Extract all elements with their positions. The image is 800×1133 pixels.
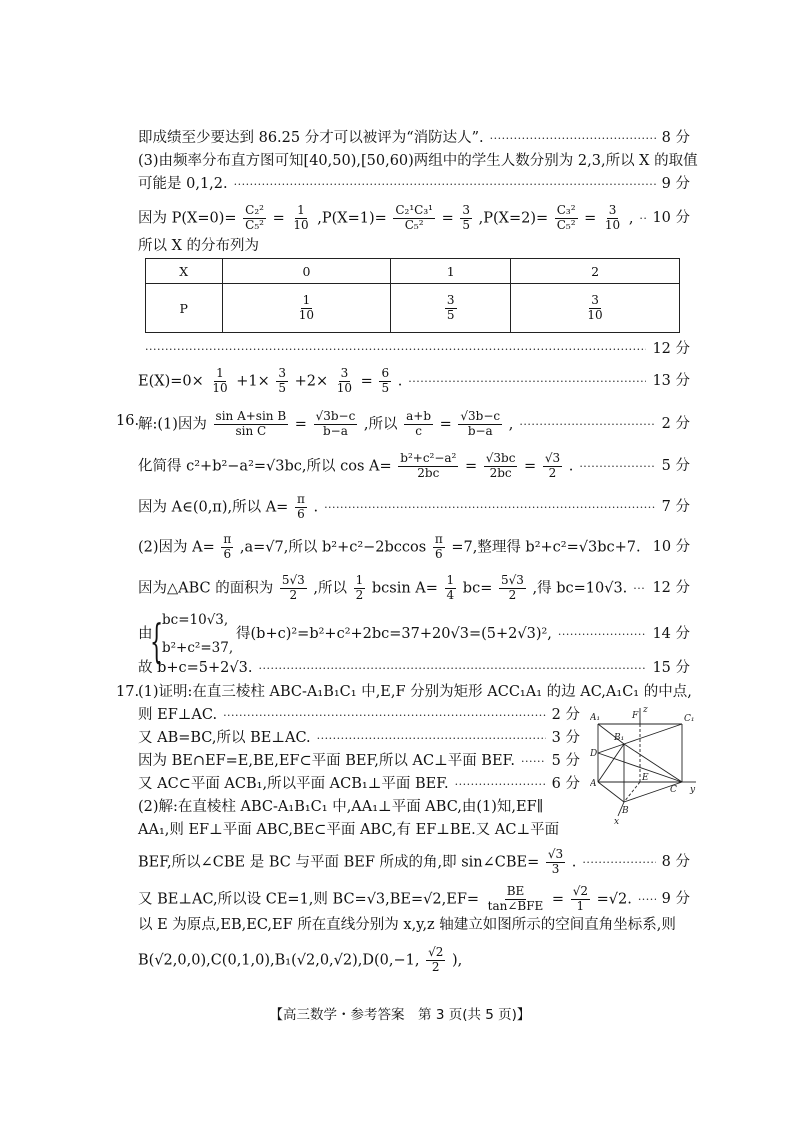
table-cell: X [146,259,223,284]
score: 14 分 [652,626,690,642]
answer-line: 可能是 0,1,2. ····· 9 分 [138,176,690,193]
answer-line: 化简得 c²+b²−a²=√3bc,所以 cos A= $\frac{\text{b²+c²−a²}}{2bc}$ = $\frac{√3bc}{2bc}$ = $\frac{√3}{2}$ . ····· 5 分 [138,452,690,481]
score: 9 分 [661,176,690,192]
brace: { [150,614,164,668]
dot-leader [455,778,546,791]
fraction: $\frac{\text{C₂¹C₃¹}}{\text{C₅²}}$ [395,203,433,232]
answer-line: 故 b+c=5+2√3. ····· 15 分 [138,660,690,677]
edge [598,744,624,782]
edge [598,744,624,753]
edge [598,782,624,802]
dot-leader [639,212,646,225]
score: 9 分 [661,890,690,907]
score: 8 分 [661,130,690,146]
fraction: $\frac{1}{10}$ [293,203,309,232]
dot-leader [145,343,646,356]
label-b: B [622,806,629,816]
label-e: E [642,773,649,783]
dot-leader [638,893,656,906]
answer-line: BEF,所以∠CBE 是 BC 与平面 BEF 所成的角,即 sin∠CBE= $\frac{√3}{3}$ . ····· 8 分 [138,848,690,877]
answer-line: 即成绩至少要达到 86.25 分才可以被评为“消防达人”. ····· 8 分 [138,130,690,147]
answer-line: (2)因为 A= $\frac{\pi}{6}$ ,a=√7,所以 b²+c²−2bccos $\frac{\pi}{6}$ =7,整理得 b²+c²=√3bc+7. 10 分 [138,532,691,561]
page-footer: 【高三数学・参考答案 第 3 页(共 5 页)】 [269,1007,531,1023]
label-b1: B₁ [614,733,625,743]
table-cell: $\frac{3}{5}$ [391,284,511,333]
question-number: 17. [116,684,140,700]
table-row [146,284,680,333]
score: 2 分 [661,415,690,432]
label-c1: C₁ [684,714,695,724]
label-a: A [590,779,597,789]
answer-line: B(√2,0,0),C(0,1,0),B₁(√2,0,√2),D(0,−1, $\frac{√2}{2}$ ), [138,945,463,974]
edge [624,744,682,782]
dot-leader [223,709,546,722]
score: 13 分 [652,372,690,389]
answer-line: 所以 X 的分布列为 [138,238,260,254]
answer-line: (2)解:在直棱柱 ABC-A₁B₁C₁ 中,AA₁⊥平面 ABC,由(1)知,EF∥ [138,799,544,815]
dot-leader [490,132,656,145]
answer-line: 又 AB=BC,所以 BE⊥AC. ····· 3 分 [138,730,580,747]
edge [598,753,682,782]
table-cell: $\frac{1}{10}$ [222,284,391,333]
label-z: z [643,705,648,715]
score: 10 分 [652,538,691,555]
system-eq: bc=10√3, [162,612,229,628]
answer-page: 即成绩至少要达到 86.25 分才可以被评为“消防达人”. ····· 8 分 (3)由频率分布直方图可知[40,50),[50,60)两组中的学生人数分别为 2,3,所以 X 的取值 可能是 0,1,2. ····· 9 分 因为 P(X=0)= $\frac{\text{C₂²}}{\text{C₅²}}$ = $\frac{1}{10}$ ,P(X=1)= $\frac{\text{C₂¹C₃¹}}{\text{C₅²}}$ = $\frac{3}{5}$ ,P(X=2)= $\frac{\text{C₃²}}{\text{C₅²}}$ = $\frac{3}{10}$ , ····· 10 分 所以 X 的分布列为 X 0 1 2 P $\frac{1}{10}$ $\frac{3}{5}$ $\frac{3}{10}$ ····· 12 分 E(X)=0× $\frac{1}{10}$ +1× $\frac{3}{5}$ +2× $\frac{3}{10}$ = $\frac{6}{5}$ . ····· 13 分 16. 解:(1)因为 $\frac{\text{sin A+sin B}}{\text{sin C}}$ = $\frac{√3b-c}{b-a}$ ,所以 $\frac{a+b}{c}$ = $\frac{√3b-c}{b-a}$ , ····· 2 分 化简得 c²+b²−a²=√3bc,所以 cos A= $\frac{\text{b²+c²−a²}}{2bc}$ = $\frac{√3bc}{2bc}$ = $\frac{√3}{2}$ . ····· 5 分 因为 A∈(0,π),所以 A= $\frac{\pi}{6}$ . ····· 7 分 (2)因为 A= $\frac{\pi}{6}$ ,a=√7,所以 b²+c²−2bccos $\frac{\pi}{6}$ =7,整理得 b²+c²=√3bc+7. 10 分 因为△ABC 的面积为 $\frac{5√3}{2}$ ,所以 $\frac{1}{2}$ bcsin A= $\frac{1}{4}$ bc= $\frac{5√3}{2}$ ,得 bc=10√3. ····· 12 分 { bc=10√3, b²+c²=37, 由 得(b+c)²=b²+c²+2bc=37+20√3=(5+2√3)², ····· 14 分 故 b+c=5+2√3. ····· 15 分 17. (1)证明:在直三棱柱 ABC-A₁B₁C₁ 中,E,F 分别为矩形 ACC₁A₁ 的边 AC,A₁C₁ 的中点, 则 EF⊥AC. ····· 2 分 又 AB=BC,所以 BE⊥AC. ····· 3 分 因为 BE∩EF=E,BE,EF⊂平面 BEF,所以 AC⊥平面 BEF. ····· 5 分 又 AC⊂平面 ACB₁,所以平面 ACB₁⊥平面 BEF. ····· 6 分 (2)解:在直棱柱 ABC-A₁B₁C₁ 中,AA₁⊥平面 ABC,由(1)知,EF∥ AA₁,则 EF⊥平面 ABC,BE⊂平面 ABC,有 EF⊥BE.又 AC⊥平面 A₁ F z C₁ B₁ D E A C y B x BEF,所以∠CBE 是 BC 与平面 BEF 所成的角,即 sin∠CBE= $\frac{√3}{3}$ . ····· 8 分 又 BE⊥AC,所以设 CE=1,则 BC=√3,BE=√2,EF= $\frac{BE}{\text{tan∠BFE}}$ = $\frac{√2}{1}$ =√2. ····· 9 分 以 E 为原点,EB,EC,EF 所在直线分别为 x,y,z 轴建立如图所示的空间直角坐标系,则 B(√2,0,0),C(0,1,0),B₁(√2,0,√2),D(0,−1, $\frac{√2}{2}$ ), 【高三数学・参考答案 第 3 页(共 5 页)】 [0,0,800,1133]
dot-leader [579,460,655,473]
system-eq: b²+c²=37, [162,640,234,656]
answer-line [145,341,690,358]
dot-leader [521,755,546,768]
score: 5 分 [551,753,580,769]
answer-line: (3)由频率分布直方图可知[40,50),[50,60)两组中的学生人数分别为 2,3,所以 X 的取值 [138,153,698,169]
answer-line: 以 E 为原点,EB,EC,EF 所在直线分别为 x,y,z 轴建立如图所示的空间直角坐标系,则 [138,917,676,933]
label-c: C [670,785,677,795]
fraction: $\frac{3}{10}$ [604,203,621,232]
dot-leader [324,501,656,514]
dot-leader [317,732,546,745]
fraction: $\frac{\text{C₃²}}{\text{C₅²}}$ [556,203,576,232]
answer-line: (1)证明:在直三棱柱 ABC-A₁B₁C₁ 中,E,F 分别为矩形 ACC₁A₁ 的边 AC,A₁C₁ 的中点, [138,684,692,700]
answer-line: 因为 P(X=0)= $\frac{\text{C₂²}}{\text{C₅²}}$ = $\frac{1}{10}$ ,P(X=1)= $\frac{\text{C₂¹C₃¹}}{\text{C₅²}}$ = $\frac{3}{5}$ ,P(X=2)= $\frac{\text{C₃²}}{\text{C₅²}}$ = $\frac{3}{10}$ , ····· 10 分 [138,204,690,233]
score: 15 分 [652,660,690,676]
answer-line: 则 EF⊥AC. ····· 2 分 [138,707,580,724]
score: 6 分 [551,776,580,792]
answer-line: E(X)=0× $\frac{1}{10}$ +1× $\frac{3}{5}$ +2× $\frac{3}{10}$ = $\frac{6}{5}$ . ····· 13 分 [138,367,690,396]
fraction: $\frac{\text{C₂²}}{\text{C₅²}}$ [245,203,264,232]
prism-figure [590,704,698,826]
answer-line: 又 AC⊂平面 ACB₁,所以平面 ACB₁⊥平面 BEF. ····· 6 分 [138,776,580,793]
table-cell: $\frac{3}{10}$ [511,284,680,333]
edge [624,724,682,744]
dot-leader [519,418,655,431]
score: 5 分 [661,457,690,474]
label-d: D [590,749,598,759]
distribution-table [145,258,680,333]
label-f: F [632,711,639,721]
score: 3 分 [551,730,580,746]
answer-line: 又 BE⊥AC,所以设 CE=1,则 BC=√3,BE=√2,EF= $\frac{BE}{\text{tan∠BFE}}$ = $\frac{√2}{1}$ =√2. ····· 9 分 [138,885,690,914]
answer-line: 因为 BE∩EF=E,BE,EF⊂平面 BEF,所以 AC⊥平面 BEF. ····· 5 分 [138,753,580,770]
answer-line: 因为△ABC 的面积为 $\frac{5√3}{2}$ ,所以 $\frac{1}{2}$ bcsin A= $\frac{1}{4}$ bc= $\frac{5√3}{2}$ ,得 bc=10√3. ····· 12 分 [138,574,690,603]
answer-line: 得(b+c)²=b²+c²+2bc=37+20√3=(5+2√3)², ····· 14 分 [236,626,690,643]
dot-leader [558,628,647,641]
answer-line: AA₁,则 EF⊥平面 ABC,BE⊂平面 ABC,有 EF⊥BE.又 AC⊥平面 [138,822,560,838]
dot-leader [408,375,646,388]
score: 8 分 [661,853,690,870]
score: 12 分 [652,579,690,596]
label-a1: A₁ [590,713,601,723]
table-row [146,259,680,284]
table-cell: 0 [222,259,391,284]
score: 7 分 [661,498,690,515]
score: 12 分 [652,341,690,357]
table-cell: 1 [391,259,511,284]
label-y: y [690,785,696,795]
dot-leader [234,178,656,191]
score: 2 分 [551,707,580,723]
label-x: x [614,817,620,826]
dot-leader [633,582,646,595]
answer-line: 因为 A∈(0,π),所以 A= $\frac{\pi}{6}$ . ····· 7 分 [138,493,690,522]
question-number: 16. [116,413,140,429]
score: 10 分 [652,209,690,226]
answer-line: 解:(1)因为 $\frac{\text{sin A+sin B}}{\text{sin C}}$ = $\frac{√3b-c}{b-a}$ ,所以 $\frac{a+b}{c}$ = $\frac{√3b-c}{b-a}$ , ····· 2 分 [138,410,690,439]
table-cell: P [146,284,223,333]
fraction: $\frac{3}{5}$ [462,203,470,232]
dot-leader [259,662,647,675]
dot-leader [582,856,655,869]
table-cell: 2 [511,259,680,284]
